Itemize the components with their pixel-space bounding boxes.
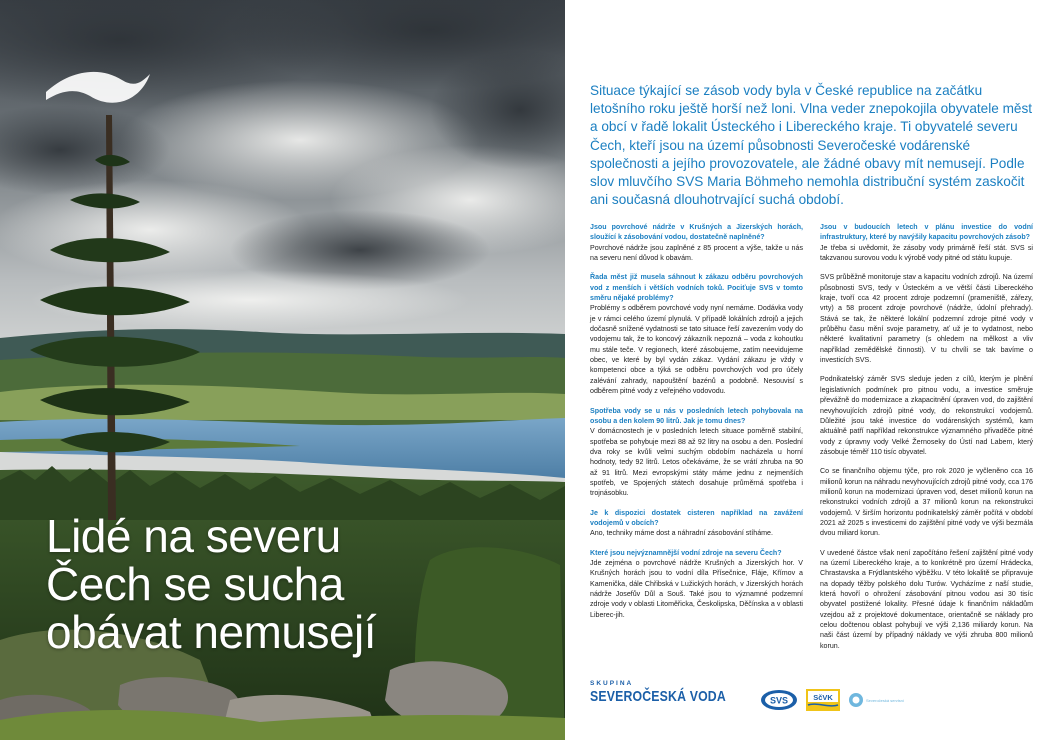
scvk-logo-text: SčVK — [813, 693, 833, 702]
logo-bar — [590, 680, 1035, 720]
severoceska-servisni-logo — [848, 690, 905, 710]
paragraph: Podnikatelský záměr SVS sleduje jeden z cílů, kterým je plnění legislativních podmínek pro pitnou vodu, a investice směruje převážně do modernizace a zkapacitnění úpraven vod, do zajištění nevyhovujících zdrojů pitné vody, do rekonstrukcí vodojemů. Důležité jsou také investice do vodárenských systémů, kam aktuálně patří například rekonstrukce významného přivaděče pitné vody z úpravny vody Velké Žernoseky do Ústí nad Labem, který zásobuje téměř 110 tisíc obyvatel. — [820, 375, 1033, 456]
question-5: Které jsou nejvýznamnější vodní zdroje na severu Čech? — [590, 548, 782, 557]
headline-line-1: Lidé na severu — [46, 510, 341, 562]
group-label: SKUPINA — [590, 680, 634, 687]
svs-logo — [760, 689, 798, 711]
scvk-logo — [806, 689, 840, 711]
question-6: Jsou v budoucích letech v plánu investice do vodní infrastruktury, které by navýšily kapacitu povrchových zásob? — [820, 223, 1033, 242]
article-page — [565, 0, 1052, 740]
severoceska-voda-logo — [590, 680, 756, 705]
headline-line-3: obávat nemusejí — [46, 606, 377, 658]
headline-line-2: Čech se sucha — [46, 558, 344, 610]
question-3: Spotřeba vody se u nás v posledních letech pohybovala na osobu a den kolem 90 litrů. Jak je tomu dnes? — [590, 406, 803, 425]
page-headline — [46, 512, 546, 656]
answer-5: Jde zejména o povrchové nádrže Krušných a Jizerských hor. V Krušných horách jsou to vodní díla Přísečnice, Fláje, Křímov a Kamenička, dále Chřibská v Lužických horách, v Jizerských horách nádrže Josefův Důl a Souš. Také jsou to významné podzemní zdroje vody v oblasti Litoměřicka, Českolipska, Děčínska a v oblasti Liberec-jih. — [590, 558, 803, 619]
question-2: Řada měst již musela sáhnout k zákazu odběru povrchových vod z menších i větších vodních toků. Pociťuje SVS v tomto směru nějaké problémy? — [590, 273, 803, 303]
answer-4: Ano, techniky máme dost a náhradní zásobování stíháme. — [590, 529, 773, 538]
answer-6: Je třeba si uvědomit, že zásoby vody primárně řeší stát. SVS si takzvanou surovou vodu k výrobě vody pitné od státu kupuje. — [820, 243, 1033, 263]
answer-2: Problémy s odběrem povrchové vody nyní nemáme. Dodávka vody je v rámci celého území plynulá. V případě lokálních zdrojů a jejich dočasně snížené vydatnosti se tato situace řeší zavezením vody do vodojemu tak, že to koncový zákazník nepozná – voda z kohoutku mu stále teče. V regionech, které zásobujeme, zatím neevidujeme obec, ve které by byl vydán zákaz. Vydání zákazu je vždy v kompetenci obce a týká se odběru povrchových vod pro účely zalévání zahrady, napouštění bazénů a podobně. Nesouvisí s odběrem pitné vody z veřejného vodovodu. — [590, 304, 803, 396]
servisni-logo-text: Severočeská servisní — [866, 698, 905, 703]
brand-name: SEVEROČESKÁ VODA — [590, 688, 726, 705]
paragraph: Co se finančního objemu týče, pro rok 2020 je vyčleněno cca 16 milionů korun na náhradu nevyhovujících zdrojů pitné vody, cca 176 milionů korun na modernizaci úpraven vod, deset milionů korun na rekonstrukci vodních zdrojů a 37 milionů korun na rekonstrukci vodojemů. V širším horizontu podnikatelský záměr počítá v období 2021 až 2025 s investicemi do zajištění pitné vody ve výši bezmála dvou miliard korun. — [820, 467, 1033, 538]
svs-logo-text: SVS — [769, 695, 789, 706]
paragraph: V uvedené částce však není započítáno řešení zajištění pitné vody na území Libereckého kraje, a to konkrétně pro území Hrádecka, Chrastavska a Frýdlantského výběžku. V této lokalitě se připravuje na dopady těžby polského dolu Turów. Vycházíme z naší studie, která hovoří o ohrožení zásobování pitnou vodou asi 30 tisíc obyvatel postižené lokality. Přesné údaje k finančním nákladům vzejdou až z projektové dokumentace, orientačně se náklady pro celou dočtenou oblast pohybují ve výši 2,136 miliardy korun. Na naši část území by případný náklady ve výši zhruba 800 milionů korun. — [820, 548, 1033, 650]
answer-1: Povrchové nádrže jsou zaplněné z 85 procent a výše, takže u nás na severu není důvod k obavám. — [590, 243, 803, 263]
paragraph: SVS průběžně monitoruje stav a kapacitu vodních zdrojů. Na území působnosti SVS, tedy v Ústeckém a ve větší části Libereckého kraje, tvoří cca 42 procent zdroje podzemní (prameniště, zářezy, vrty) a 58 procent zdroje povrchové (nádrže, údolní přehrady). Stává se tak, že některé lokální podzemní zdroje pitné vody v průběhu času mění svoje parametry, ať už je to vydatnost, nebo některé kvalitativní parametry (s ohledem na mělkost a vliv například zemědělské činnosti). V tu chvíli se tak bavíme o investicích SVS. — [820, 273, 1033, 365]
lead-paragraph: Situace týkající se zásob vody byla v České republice na začátku letošního roku ještě horší než loni. Vlna veder znepokojila obyvatele měst a obcí v řadě lokalit Ústeckého i Libereckého kraje. Ti obyvatelé severu Čech, kteří jsou na území působnosti Severočeské vodárenské společnosti a jejího provozovatele, ale žádné obavy mít nemusejí. Podle slov mluvčího SVS Maria Böhmeho nemohla distribuční systém zaskočit ani současná dlouhotrvající suchá období. — [590, 83, 1033, 208]
article-column-1 — [590, 222, 803, 629]
answer-3: V domácnostech je v posledních letech situace poměrně stabilní, spotřeba se pohybuje mezi 88 až 92 litry na osobu a den. Poslední dva roky se kvůli velmi suchým obdobím nacházela u horní hodnoty, tedy 92 litrů. Letos očekáváme, že se vrátí zhruba na 90 až 91 litrů. Mezi evropskými státy máme jednu z nejmenších spotřeb, ve Spojených státech dosahuje průměrná spotřeba i trojnásobku. — [590, 427, 803, 498]
question-1: Jsou povrchové nádrže v Krušných a Jizerských horách, sloužící k zásobování vodou, dostatečně naplněné? — [590, 223, 803, 242]
question-4: Je k dispozici dostatek cisteren například na zavážení vodojemů v obcích? — [590, 508, 803, 527]
article-column-2 — [820, 222, 1033, 660]
